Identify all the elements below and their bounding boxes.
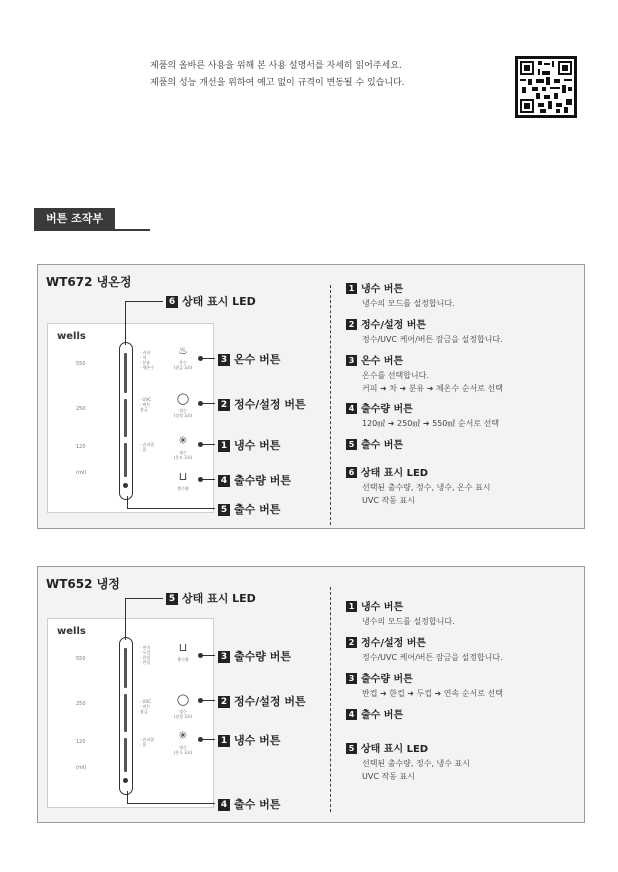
desc-amount-button: 4 출수량 버튼 120㎖ ➜ 250㎖ ➜ 550㎖ 순서로 선택 [346,403,576,430]
leader-line [127,496,128,508]
led-strip [119,342,133,500]
leader-line [125,301,126,345]
purified-water-drop-icon[interactable]: ◯ [176,693,190,706]
cold-mode-labels: · 슈퍼쿨 · 쿨 [140,442,155,452]
cup-amount-icon[interactable]: ⊔ [178,470,188,483]
callout-dispense-button: 4 출수 버튼 [218,796,280,812]
purify-mode-labels: · UVC · 버튼 잠금 [140,699,151,714]
callout-status-led: 6 상태 표시 LED [166,293,256,309]
cold-water-snowflake-icon[interactable]: ✳ [178,729,188,742]
cup-amount-caption: 출수량 [177,657,189,662]
volume-mark: 120 [76,444,86,450]
model-title: WT672 냉온정 [46,275,132,289]
purified-water-caption: 정수 (설정 3초) [173,709,193,719]
hot-mode-labels: · 커피 · 차 · 분유 · 체온수 [140,350,155,370]
dispense-indicator-dot [123,778,128,783]
panel-wt672 [37,264,585,529]
panel-wt652 [37,566,585,823]
section-title-underline [34,229,150,231]
callout-purify-button: 2 정수/설정 버튼 [218,396,306,412]
cup-amount-icon[interactable]: ⊔ [178,641,188,654]
callout-cold-button: 1 냉수 버튼 [218,732,280,748]
cold-water-caption: 냉수 (온도 3초) [173,450,193,460]
leader-line [201,700,215,701]
callout-amount-button: 4 출수량 버튼 [218,472,291,488]
led-strip [119,637,133,795]
callout-hot-button: 3 온수 버튼 [218,351,280,367]
desc-hot-button: 3 온수 버튼 온수를 선택합니다. 커피 ➜ 차 ➜ 분유 ➜ 체온수 순서로 선택 [346,355,576,395]
desc-cold-button: 1 냉수 버튼 냉수의 모드를 설정합니다. [346,283,576,310]
volume-unit: (ml) [76,765,87,771]
desc-dispense-button: 4 출수 버튼 [346,709,576,723]
dashed-divider [330,587,331,812]
callout-cold-button: 1 냉수 버튼 [218,437,280,453]
hot-water-caption: 온수 (잠금 3초) [173,360,193,370]
cold-mode-labels: · 슈퍼쿨 · 쿨 [140,737,155,747]
section-title: 버튼 조작부 [34,208,115,230]
callout-purify-button: 2 정수/설정 버튼 [218,693,306,709]
notice-text [150,58,405,92]
callout-amount-button: 3 출수량 버튼 [218,648,291,664]
qr-code-icon [515,56,577,118]
desc-purify-button: 2 정수/설정 버튼 정수/UVC 케어/버튼 잠금을 설정합니다. [346,637,576,664]
cold-water-caption: 냉수 (온도 3초) [173,745,193,755]
led-segment [124,399,127,437]
leader-line [201,655,215,656]
leader-line [201,739,215,740]
led-segment [124,694,127,732]
volume-mark: 120 [76,739,86,745]
purified-water-drop-icon[interactable]: ◯ [176,392,190,405]
cold-water-snowflake-icon[interactable]: ✳ [178,434,188,447]
desc-cold-button: 1 냉수 버튼 냉수의 모드를 설정합니다. [346,601,576,628]
control-panel-illustration [47,618,214,808]
hot-water-icon[interactable]: ♨ [178,344,188,357]
leader-line [201,403,215,404]
callout-dispense-button: 5 출수 버튼 [218,501,280,517]
volume-mark: 550 [76,656,86,662]
amount-mode-labels: · 연속 · 두컵 · 한컵 · 반컵 [140,645,151,665]
leader-line [127,803,215,804]
notice-line-1: 제품의 올바른 사용을 위해 본 사용 설명서를 자세히 읽어주세요. [150,61,402,71]
notice-line-2: 제품의 성능 개선을 위하여 예고 없이 규격이 변동될 수 있습니다. [150,78,405,88]
leader-line [201,358,215,359]
leader-line [127,508,215,509]
leader-line [125,301,163,302]
desc-status-led: 5 상태 표시 LED 선택된 출수량, 정수, 냉수 표시 UVC 작동 표시 [346,743,576,783]
led-segment [124,648,127,688]
brand-logo: wells [57,626,86,637]
leader-line [125,598,126,640]
desc-purify-button: 2 정수/설정 버튼 정수/UVC 케어/버튼 잠금을 설정합니다. [346,319,576,346]
volume-unit: (ml) [76,470,87,476]
volume-mark: 550 [76,361,86,367]
desc-status-led: 6 상태 표시 LED 선택된 출수량, 정수, 냉수, 온수 표시 UVC 작동 표시 [346,467,576,507]
volume-mark: 250 [76,406,86,412]
led-segment [124,738,127,772]
leader-line [201,479,215,480]
desc-dispense-button: 5 출수 버튼 [346,439,576,453]
desc-amount-button: 3 출수량 버튼 반컵 ➜ 한컵 ➜ 두컵 ➜ 연속 순서로 선택 [346,673,576,700]
model-title: WT652 냉정 [46,577,120,591]
dispense-indicator-dot [123,483,128,488]
leader-line [201,444,215,445]
callout-status-led: 5 상태 표시 LED [166,590,256,606]
dashed-divider [330,285,331,525]
leader-line [125,598,163,599]
led-segment [124,353,127,393]
brand-logo: wells [57,331,86,342]
volume-mark: 250 [76,701,86,707]
cup-amount-caption: 출수량 [177,486,189,491]
leader-line [127,791,128,803]
control-panel-illustration [47,323,214,513]
led-segment [124,443,127,477]
purified-water-caption: 정수 (설정 3초) [173,408,193,418]
purify-mode-labels: · UVC · 버튼 잠금 [140,397,151,412]
